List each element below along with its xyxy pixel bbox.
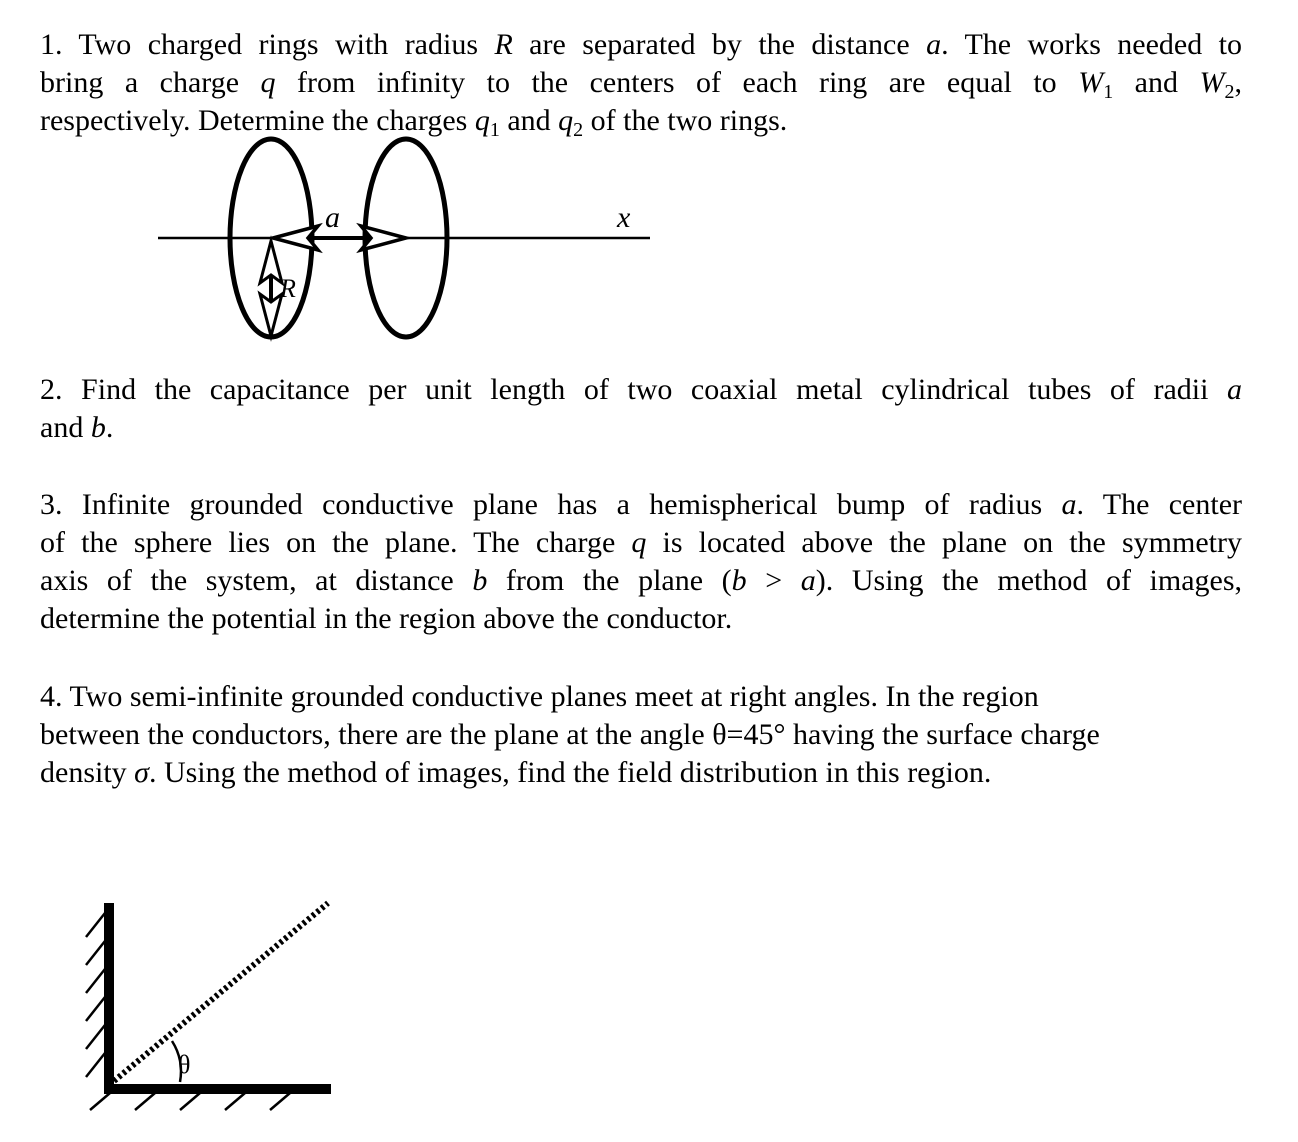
problem-1-line-2: bring a charge q from infinity to the centers of each ring are equal to $W_1$ and $W_2$,	[40, 66, 1242, 103]
label-theta: θ	[178, 1050, 191, 1079]
figure-corner-planes	[0, 880, 420, 1142]
vertical-plane	[86, 903, 109, 1094]
problem-4-line-3: density σ. Using the method of images, find the field distribution in this region.	[40, 756, 992, 789]
problem-2-line-2: and b.	[40, 411, 114, 444]
problem-number: 4.	[40, 680, 70, 713]
problem-3-line-1: 3. Infinite grounded conductive plane has a hemispherical bump of radius a. The center	[40, 488, 1243, 521]
problem-3	[40, 486, 1242, 638]
problem-3-line-4: determine the potential in the region above the conductor.	[40, 602, 733, 635]
problem-4-line-1: 4. Two semi-infinite grounded conductive planes meet at right angles. In the region	[40, 680, 1039, 713]
problem-3-line-2: of the sphere lies on the plane. The charge q is located above the plane on the symmetry	[40, 526, 1242, 559]
problem-4	[40, 678, 1242, 792]
problem-number: 3.	[40, 488, 82, 521]
problem-2-line-1: 2. Find the capacitance per unit length of two coaxial metal cylindrical tubes of radii a	[40, 373, 1242, 406]
problem-number: 1.	[40, 28, 79, 61]
problem-number: 2.	[40, 373, 82, 406]
problem-2	[40, 371, 1242, 447]
horizontal-plane	[90, 1089, 331, 1110]
label-a: a	[325, 201, 340, 234]
problem-3-line-3: axis of the system, at distance b from the plane (b > a). Using the method of images,	[40, 564, 1243, 597]
problem-1-line-3: respectively. Determine the charges $q_1$ and $q_2$ of the two rings.	[40, 104, 788, 141]
problem-1-line-1: 1. Two charged rings with radius R are separated by the distance a. The works needed to	[40, 28, 1242, 61]
label-x: x	[617, 201, 631, 234]
problem-4-line-2: between the conductors, there are the plane at the angle θ=45° having the surface charge	[40, 718, 1100, 751]
label-R: R	[280, 274, 296, 303]
radius-arrow	[260, 241, 282, 336]
charged-plane-dotted	[114, 903, 328, 1081]
